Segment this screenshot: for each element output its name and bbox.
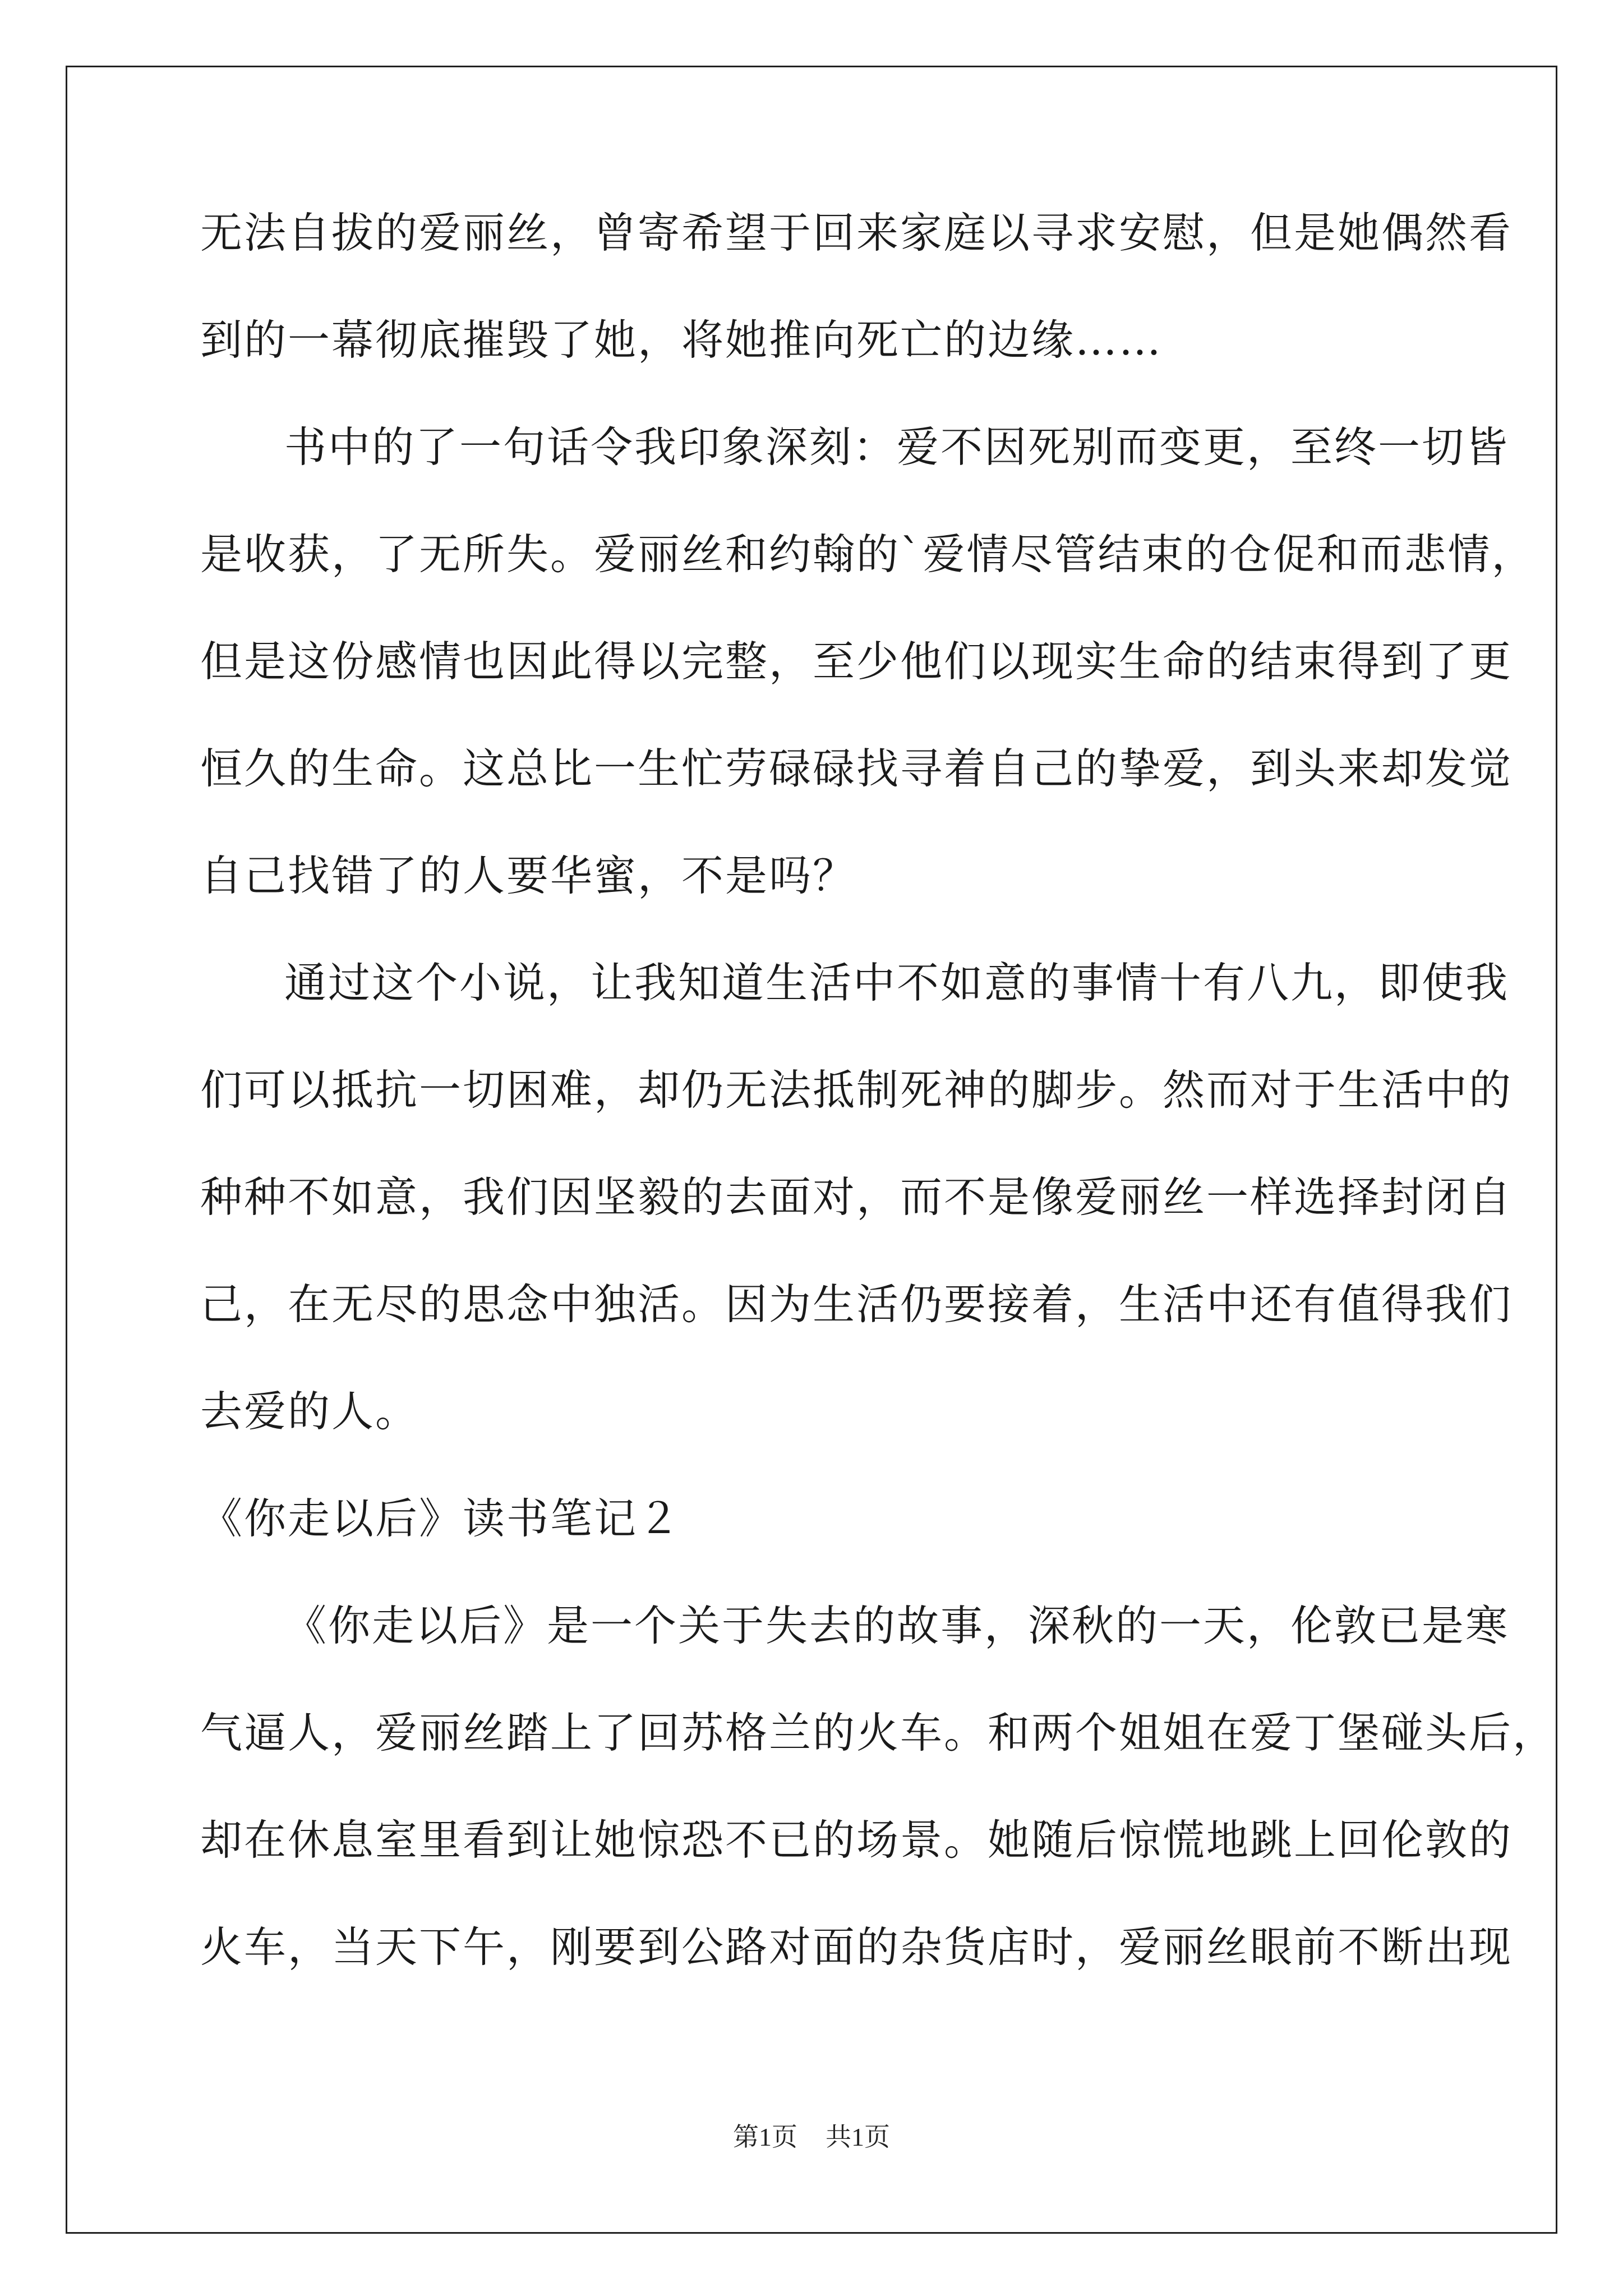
text-line: 到的一幕彻底摧毁了她，将她推向死亡的边缘…… (200, 315, 1163, 365)
section-heading: 《你走以后》读书笔记２ (200, 1494, 682, 1543)
text-line: 己，在无尽的思念中独活。因为生活仍要接着，生活中还有值得我们 (200, 1280, 1513, 1329)
text-line: 气逼人，爱丽丝踏上了回苏格兰的火车。和两个姐姐在爱丁堡碰头后， (200, 1708, 1557, 1757)
text-line: 火车，当天下午，刚要到公路对面的杂货店时，爱丽丝眼前不断出现 (200, 1922, 1513, 1972)
text-line: 去爱的人。 (200, 1387, 419, 1436)
text-line: 但是这份感情也因此得以完整，至少他们以现实生命的结束得到了更 (200, 637, 1513, 686)
page-footer (0, 2120, 1623, 2154)
text-line: 是收获，了无所失。爱丽丝和约翰的`爱情尽管结束的仓促和而悲情， (200, 530, 1536, 579)
page-border (66, 66, 1557, 2234)
text-line: 无法自拔的爱丽丝，曾寄希望于回来家庭以寻求安慰，但是她偶然看 (200, 208, 1513, 257)
text-line: 《你走以后》是一个关于失去的故事，深秋的一天，伦敦已是寒 (284, 1601, 1510, 1650)
text-line: 恒久的生命。这总比一生忙劳碌碌找寻着自己的挚爱，到头来却发觉 (200, 744, 1513, 793)
text-line: 却在休息室里看到让她惊恐不已的场景。她随后惊慌地跳上回伦敦的 (200, 1815, 1513, 1865)
page-total: 共1页 (826, 2123, 890, 2151)
text-line: 书中的了一句话令我印象深刻：爱不因死别而变更，至终一切皆 (284, 422, 1510, 472)
text-line: 们可以抵抗一切困难，却仍无法抵制死神的脚步。然而对于生活中的 (200, 1065, 1513, 1115)
text-line: 通过这个小说，让我知道生活中不如意的事情十有八九，即使我 (284, 958, 1510, 1007)
text-line: 自己找错了的人要华蜜，不是吗？ (200, 851, 857, 900)
text-line: 种种不如意，我们因坚毅的去面对，而不是像爱丽丝一样选择封闭自 (200, 1172, 1513, 1222)
page-number: 第1页 (733, 2123, 797, 2151)
